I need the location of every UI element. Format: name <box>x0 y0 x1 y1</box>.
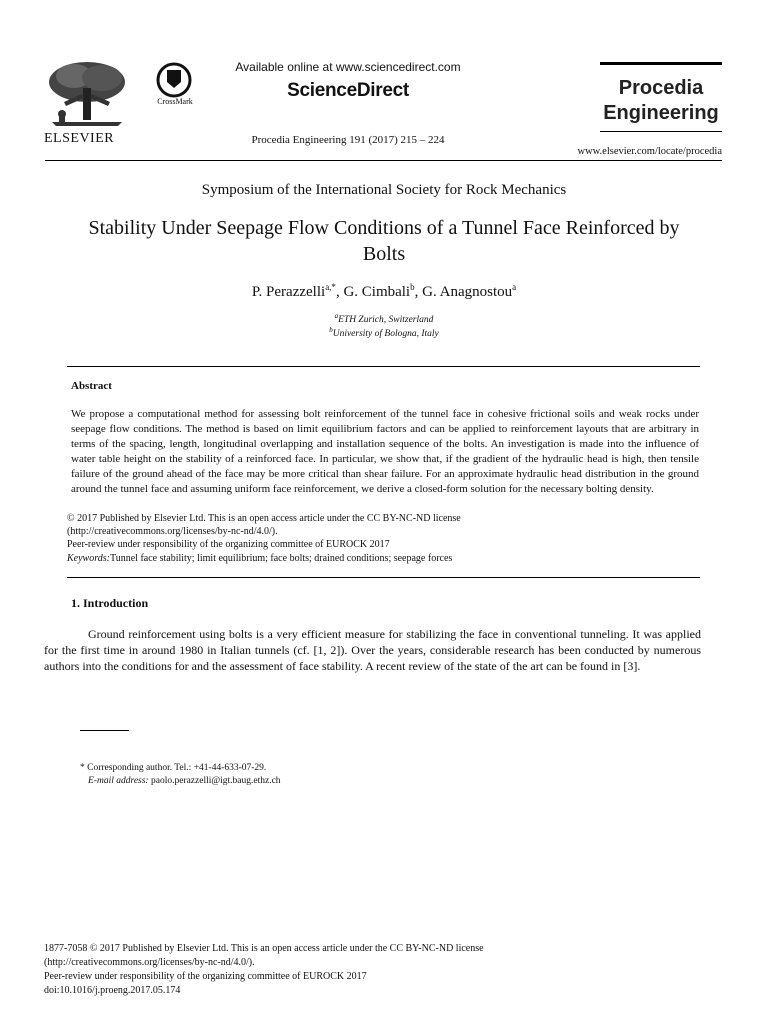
author-affil-mark: a,* <box>325 282 336 292</box>
journal-brand <box>600 76 722 126</box>
author-affil-mark: b <box>410 282 415 292</box>
elsevier-wordmark: ELSEVIER <box>44 131 115 146</box>
email-link[interactable]: paolo.perazzelli@igt.baug.ethz.ch <box>150 776 281 786</box>
abstract-heading: Abstract <box>71 380 112 392</box>
introduction-paragraph: Ground reinforcement using bolts is a very efficient measure for stabilizing the face in conventional tunneling. It was applied for the first time in around 1980 in Italian tunnels (cf. [1, 2]). Over the years, considerable research has been conducted by numerous authors into the conditions for and the assessment of face stability. A recent review of the state of the art can be found in [3]. <box>44 627 701 673</box>
abstract-bottom-rule <box>67 577 700 578</box>
journal-brand-line2: Engineering <box>603 102 719 124</box>
keywords-text: Tunnel face stability; limit equilibrium; face bolts; drained conditions; seepage forces <box>109 553 453 564</box>
abstract-copyright: © 2017 Published by Elsevier Ltd. This is an open access article under the CC BY-NC-ND license <box>67 513 461 524</box>
footnote-rule <box>80 730 129 731</box>
bottom-peer-review: Peer-review under responsibility of the organizing committee of EUROCK 2017 <box>44 971 367 982</box>
keywords-label: Keywords: <box>67 553 110 564</box>
affiliation <box>0 312 768 325</box>
paper-title: Stability Under Seepage Flow Conditions of a Tunnel Face Reinforced by Bolts <box>88 217 680 265</box>
symposium-title: Symposium of the International Society for Rock Mechanics <box>201 182 567 198</box>
author-name: P. Perazzelli <box>251 284 326 300</box>
abstract-text: We propose a computational method for assessing bolt reinforcement of the tunnel face in cohesive frictional soils and weak rocks under seepage flow conditions. The method is based on limit equilibrium factors and can be applied to reinforcement layouts that are arbitrary in terms of the spacing, length, longitudinal overlapping and installation sequence of the bolts. An investigation is made into the influence of water table height on the stability of a reinforced face. In particular, we show that, if the gradient of the hydraulic head is high, then tensile failure of the ground ahead of the face may be more critical than shear failure. For an approximate hydraulic head distribution in the ground around the tunnel face and assuming uniform face reinforcement, we derive a closed-form solution for the necessary bolting density. <box>71 408 699 495</box>
journal-url-link[interactable]: www.elsevier.com/locate/procedia <box>577 146 722 157</box>
abstract-top-rule <box>67 366 700 367</box>
affiliation-mark: b <box>329 326 333 334</box>
sciencedirect-logo[interactable]: ScienceDirect <box>287 80 409 101</box>
journal-reference: Procedia Engineering 191 (2017) 215 – 224 <box>251 134 445 146</box>
brand-top-rule <box>600 62 722 65</box>
author-list <box>0 282 768 301</box>
journal-brand-line1: Procedia <box>618 77 704 99</box>
abstract-peer-review: Peer-review under responsibility of the organizing committee of EUROCK 2017 <box>67 539 390 550</box>
affiliation <box>0 326 768 339</box>
email-line <box>88 776 281 786</box>
affiliation-mark: a <box>334 312 339 320</box>
affiliation-text: ETH Zurich, Switzerland <box>338 315 434 326</box>
header-divider <box>45 160 722 161</box>
crossmark-label: CrossMark <box>157 97 193 106</box>
author-affil-mark: a <box>512 282 517 292</box>
affiliation-text: University of Bologna, Italy <box>332 329 439 340</box>
email-label: E-mail address: <box>88 776 149 786</box>
keywords-line <box>67 552 452 565</box>
issn-copyright-line: 1877-7058 © 2017 Published by Elsevier Ltd. This is an open access article under the CC BY-NC-ND license <box>44 943 484 954</box>
doi-link[interactable]: doi:10.1016/j.proeng.2017.05.174 <box>44 985 181 996</box>
corresponding-author-note: * Corresponding author. Tel.: +41-44-633-07-29. <box>80 763 267 773</box>
brand-bottom-rule <box>600 131 722 132</box>
author-separator: , <box>414 284 423 300</box>
section-heading-introduction: 1. Introduction <box>71 596 149 610</box>
author-separator: , <box>335 284 344 300</box>
author-name: G. Cimbali <box>343 284 411 300</box>
author-name: G. Anagnostou <box>422 284 513 300</box>
available-online-text: Available online at www.sciencedirect.com <box>235 60 461 74</box>
abstract-license-link[interactable]: (http://creativecommons.org/licenses/by-nc-nd/4.0/). <box>67 526 278 537</box>
bottom-license-link[interactable]: (http://creativecommons.org/licenses/by-nc-nd/4.0/). <box>44 957 255 968</box>
